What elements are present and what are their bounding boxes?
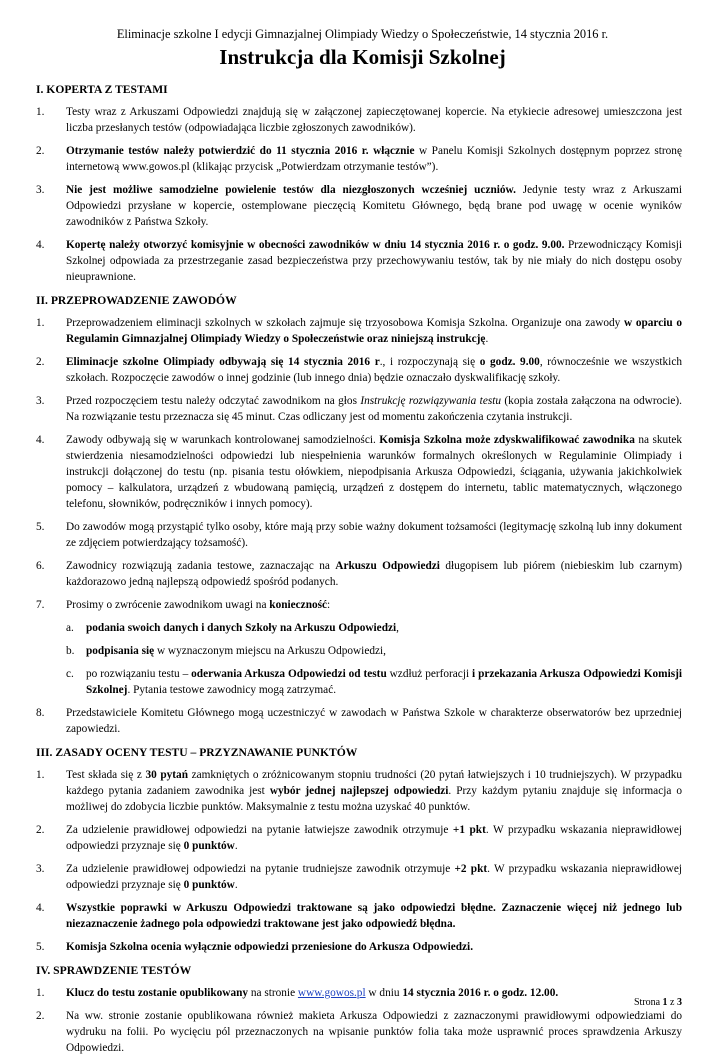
- list-item-number: 5.: [36, 941, 45, 953]
- bold-text-run: 14 stycznia 2016 r. o godz. 12.00.: [402, 987, 559, 999]
- text-run: wzdłuż perforacji: [386, 668, 473, 680]
- sub-list-item-text: [86, 645, 386, 657]
- document-body: [36, 82, 682, 1064]
- section-list: [36, 315, 682, 737]
- bold-text-run: Kopertę należy otworzyć komisyjnie w obecności zawodników w dniu 14 stycznia 2016 r. o godz. 9.00.: [66, 239, 565, 251]
- list-item-number: 2.: [36, 824, 45, 836]
- section-1: [36, 82, 682, 285]
- text-run: po rozwiązaniu testu –: [86, 668, 192, 680]
- text-run: . W przypadku wskazania nieprawidłowej odpowiedzi przyznaje się: [66, 824, 682, 852]
- text-run: Przed rozpoczęciem testu należy odczytać zawodnikom na głos: [66, 395, 361, 407]
- bold-text-run: Wszystkie poprawki w Arkuszu Odpowiedzi traktowane są jako odpowiedzi błędne. Zaznaczenie więcej niż jednego lub niezaznaczenie żadnego pola odpowiedzi traktowane jest jako odpowiedź błędna.: [66, 902, 682, 930]
- website-link[interactable]: www.gowos.pl: [297, 987, 366, 999]
- text-run: Jedynie testy wraz z Arkuszami Odpowiedzi przysłane w kopercie, ostemplowane pieczęcią Komitetu Głównego, będą brane pod uwagę w ocenie wyników zawodników z Państwa Szkoły.: [66, 184, 682, 228]
- text-run: . W przypadku wskazania nieprawidłowej odpowiedzi przyznaje się: [66, 863, 682, 891]
- text-run: (kopia została załączona na odwrocie). Na rozwiązanie testu przeznacza się 45 minut. Czas odliczany jest od momentu zakończenia czytania instrukcji.: [66, 395, 683, 423]
- text-run: Zawody odbywają się w warunkach kontrolowanej samodzielności.: [66, 434, 380, 446]
- list-item: [36, 182, 682, 230]
- list-item-number: 1.: [36, 987, 45, 999]
- bold-text-run: o godz. 9.00: [479, 356, 540, 368]
- list-item-text: [66, 356, 682, 384]
- footer-of: z: [670, 997, 675, 1008]
- text-run: ,: [396, 622, 399, 634]
- list-item-text: [66, 145, 682, 173]
- bold-text-run: 0 punktów: [183, 840, 235, 852]
- bold-text-run: oderwania Arkusza Odpowiedzi od testu: [191, 668, 387, 680]
- section-list: [36, 104, 682, 285]
- text-run: Przeprowadzeniem eliminacji szkolnych w szkołach zajmuje się trzyosobowa Komisja Szkolna. Organizuje ona zawody: [66, 317, 624, 329]
- list-item-text: [66, 863, 682, 891]
- list-item-number: 4.: [36, 239, 45, 251]
- text-run: w dniu: [365, 987, 403, 999]
- list-item: [36, 354, 682, 386]
- text-run: w Panelu Komisji Szkolnych dostępnym poprzez stronę internetową www.gowos.pl (klikając przycisk „Potwierdzam otrzymanie testów”).: [66, 145, 682, 173]
- list-item-text: [66, 106, 682, 134]
- sub-list-item: [66, 666, 682, 698]
- list-item: [36, 822, 682, 854]
- list-item-number: 2.: [36, 145, 45, 157]
- text-run: Zawodnicy rozwiązują zadania testowe, zaznaczając na: [66, 560, 336, 572]
- list-item: [36, 519, 682, 551]
- sub-list-item-text: [86, 622, 399, 634]
- document-subtitle: Eliminacje szkolne I edycji Gimnazjalnej Olimpiady Wiedzy o Społeczeństwie, 14 stycznia 2016 r.: [116, 27, 609, 41]
- text-run: Na ww. stronie zostanie opublikowana również makieta Arkusza Odpowiedzi z zaznaczonymi prawidłowymi odpowiedziami do wydruku na folii. Po wycięciu pól przeznaczonych na wpisanie punktów folia taka może usprawnić proces sprawdzenia Arkuszy Odpowiedzi.: [66, 1010, 682, 1054]
- list-item-number: 5.: [36, 521, 45, 533]
- footer-label: Strona: [633, 997, 661, 1008]
- list-item-text: [66, 824, 682, 852]
- section-heading: IV. SPRAWDZENIE TESTÓW: [36, 964, 192, 977]
- section-heading: III. ZASADY OCENY TESTU – PRZYZNAWANIE PUNKTÓW: [36, 746, 358, 759]
- list-item-text: [66, 902, 682, 930]
- list-item: [36, 705, 682, 737]
- footer-total-pages: 3: [677, 997, 682, 1008]
- italic-text-run: Instrukcję rozwiązywania testu: [360, 395, 502, 407]
- bold-text-run: podania swoich danych i danych Szkoły na Arkuszu Odpowiedzi: [86, 622, 397, 634]
- list-item-number: 2.: [36, 356, 45, 368]
- text-run: , równocześnie we wszystkich szkołach. Rozpoczęcie zawodów o innej godzinie (lub innego dnia) będzie oznaczało dyskwalifikację szkoły.: [66, 356, 682, 384]
- list-item: [36, 104, 682, 136]
- list-item: [36, 237, 682, 285]
- list-item-text: [66, 769, 682, 813]
- list-item-number: 1.: [36, 106, 45, 118]
- text-run: .: [234, 840, 238, 852]
- list-item: [36, 985, 682, 1001]
- text-run: :: [327, 599, 331, 611]
- text-run: ., i rozpoczynają się: [379, 356, 480, 368]
- text-run: Prosimy o zwrócenie zawodnikom uwagi na: [66, 599, 270, 611]
- list-item-text: [66, 395, 682, 423]
- bold-text-run: w oparciu o Regulamin Gimnazjalnej Olimpiady Wiedzy o Społeczeństwie oraz niniejszą instrukcję: [66, 317, 682, 345]
- list-item-number: 3.: [36, 395, 45, 407]
- list-item-text: [66, 941, 473, 953]
- text-run: Za udzielenie prawidłowej odpowiedzi na pytanie łatwiejsze zawodnik otrzymuje: [66, 824, 453, 836]
- text-run: Przewodniczący Komisji Szkolnej odpowiada za przestrzeganie zasad bezpieczeństwa przy przechowywaniu testów, tak by nie miały do nich dostępu osoby nieuprawnione.: [66, 239, 683, 283]
- text-run: . Pytania testowe zawodnicy mogą zatrzymać.: [127, 684, 337, 696]
- list-item: [36, 315, 682, 347]
- bold-text-run: Komisja Szkolna może zdyskwalifikować zawodnika: [379, 434, 635, 446]
- list-item: [36, 558, 682, 590]
- text-run: w wyznaczonym miejscu na Arkuszu Odpowiedzi,: [154, 645, 386, 657]
- list-item-text: [66, 987, 558, 999]
- text-run: Przedstawiciele Komitetu Głównego mogą uczestniczyć w zawodach w Państwa Szkole w charakterze obserwatorów bez uprzedniej zapowiedzi.: [66, 707, 682, 735]
- text-run: na stronie: [248, 987, 298, 999]
- sub-list: [66, 620, 682, 698]
- text-run: .: [234, 879, 238, 891]
- footer-page-number: 1: [662, 997, 668, 1008]
- sub-list-item-letter: c.: [66, 668, 74, 680]
- document-title: Instrukcja dla Komisji Szkolnej: [219, 45, 506, 69]
- bold-text-run: i przekazania Arkusza Odpowiedzi Komisji Szkolnej: [86, 668, 683, 696]
- text-run: . Przy każdym pytaniu znajduje się informacja o możliwej do zdobycia liczbie punktów. Maksymalnie z testu można uzyskać 40 punktów.: [66, 785, 683, 813]
- list-item: [36, 432, 682, 512]
- list-item: [36, 767, 682, 815]
- list-item-text: [66, 521, 682, 549]
- sub-list-item-letter: a.: [66, 622, 74, 634]
- list-item: [36, 861, 682, 893]
- list-item-text: [66, 560, 682, 588]
- bold-text-run: Arkuszu Odpowiedzi: [335, 560, 440, 572]
- bold-text-run: wybór jednej najlepszej odpowiedzi: [269, 785, 449, 797]
- section-3: [36, 745, 682, 955]
- bold-text-run: konieczność: [269, 599, 328, 611]
- text-run: Do zawodów mogą przystąpić tylko osoby, które mają przy sobie ważny dokument tożsamości (legitymację szkolną lub inny dokument ze zdjęciem potwierdzający tożsamość).: [66, 521, 682, 549]
- bold-text-run: Nie jest możliwe samodzielne powielenie testów dla niezgłoszonych wcześniej uczniów.: [66, 184, 516, 196]
- page-footer: [634, 997, 682, 1008]
- bold-text-run: Klucz do testu zostanie opublikowany: [66, 987, 249, 999]
- list-item: [36, 143, 682, 175]
- bold-text-run: Otrzymanie testów należy potwierdzić do 11 stycznia 2016 r. włącznie: [66, 145, 415, 157]
- bold-text-run: +2 pkt: [454, 863, 488, 875]
- list-item-text: [66, 317, 682, 345]
- text-run: .: [485, 333, 489, 345]
- list-item: [36, 393, 682, 425]
- section-4: [36, 963, 682, 1056]
- text-run: Za udzielenie prawidłowej odpowiedzi na pytanie trudniejsze zawodnik otrzymuje: [66, 863, 455, 875]
- list-item-number: 4.: [36, 434, 45, 446]
- list-item-number: 7.: [36, 599, 45, 611]
- list-item-number: 1.: [36, 769, 45, 781]
- section-heading: I. KOPERTA Z TESTAMI: [36, 83, 168, 96]
- list-item-number: 6.: [36, 560, 45, 572]
- list-item-text: [66, 434, 682, 510]
- list-item: [36, 939, 682, 955]
- list-item-text: [66, 1010, 682, 1054]
- list-item-text: [66, 184, 682, 228]
- text-run: na skutek stwierdzenia niesamodzielności odpowiedzi lub niespełnienia warunków formalnych określonych w Regulaminie Olimpiady i instrukcji dołączonej do testu (np. pisania testu ołówkiem, niepodpisania Arkusza Odpowiedzi, ściągania, używania jakichkolwiek pomocy – kalkulatora, urządzeń z wbudowaną pamięcią, urządzeń z dostępem do internetu, tablic matematycznych, włączonego telefonu, słowników, podręczników i innych pomocy).: [66, 434, 682, 510]
- section-2: [36, 293, 682, 737]
- list-item-text: [66, 239, 682, 283]
- list-item-number: 3.: [36, 863, 45, 875]
- list-item-text: [66, 707, 682, 735]
- text-run: zamkniętych o zróżnicowanym stopniu trudności (20 pytań łatwiejszych i 10 trudniejszych). W przypadku każdego pytania zadaniem zawodnika jest: [66, 769, 682, 797]
- bold-text-run: podpisania się: [86, 645, 155, 657]
- list-item: [36, 1008, 682, 1056]
- bold-text-run: +1 pkt: [452, 824, 486, 836]
- bold-text-run: 0 punktów: [183, 879, 235, 891]
- bold-text-run: Eliminacje szkolne Olimpiady odbywają się 14 stycznia 2016 r: [66, 356, 380, 368]
- list-item-text: [66, 599, 330, 611]
- section-heading: II. PRZEPROWADZENIE ZAWODÓW: [36, 294, 237, 307]
- list-item-number: 4.: [36, 902, 45, 914]
- section-list: [36, 767, 682, 955]
- sub-list-item: [66, 643, 682, 659]
- list-item-number: 2.: [36, 1010, 45, 1022]
- sub-list-item: [66, 620, 682, 636]
- bold-text-run: 30 pytań: [145, 769, 188, 781]
- section-list: [36, 985, 682, 1056]
- bold-text-run: Komisja Szkolna ocenia wyłącznie odpowiedzi przeniesione do Arkusza Odpowiedzi.: [66, 941, 474, 953]
- text-run: długopisem lub piórem (niebieskim lub czarnym) każdorazowo jedną najlepszą odpowiedź spośród podanych.: [66, 560, 682, 588]
- list-item: [36, 900, 682, 932]
- sub-list-item-text: [86, 668, 682, 696]
- text-run: Testy wraz z Arkuszami Odpowiedzi znajdują się w załączonej zapieczętowanej kopercie. Na etykiecie adresowej umieszczona jest liczba przesłanych testów (odpowiadająca liczbie zgłoszonych zawodników).: [66, 106, 682, 134]
- list-item-number: 1.: [36, 317, 45, 329]
- list-item: [36, 597, 682, 698]
- list-item-number: 8.: [36, 707, 45, 719]
- text-run: Test składa się z: [66, 769, 146, 781]
- sub-list-item-letter: b.: [66, 645, 75, 657]
- list-item-number: 3.: [36, 184, 45, 196]
